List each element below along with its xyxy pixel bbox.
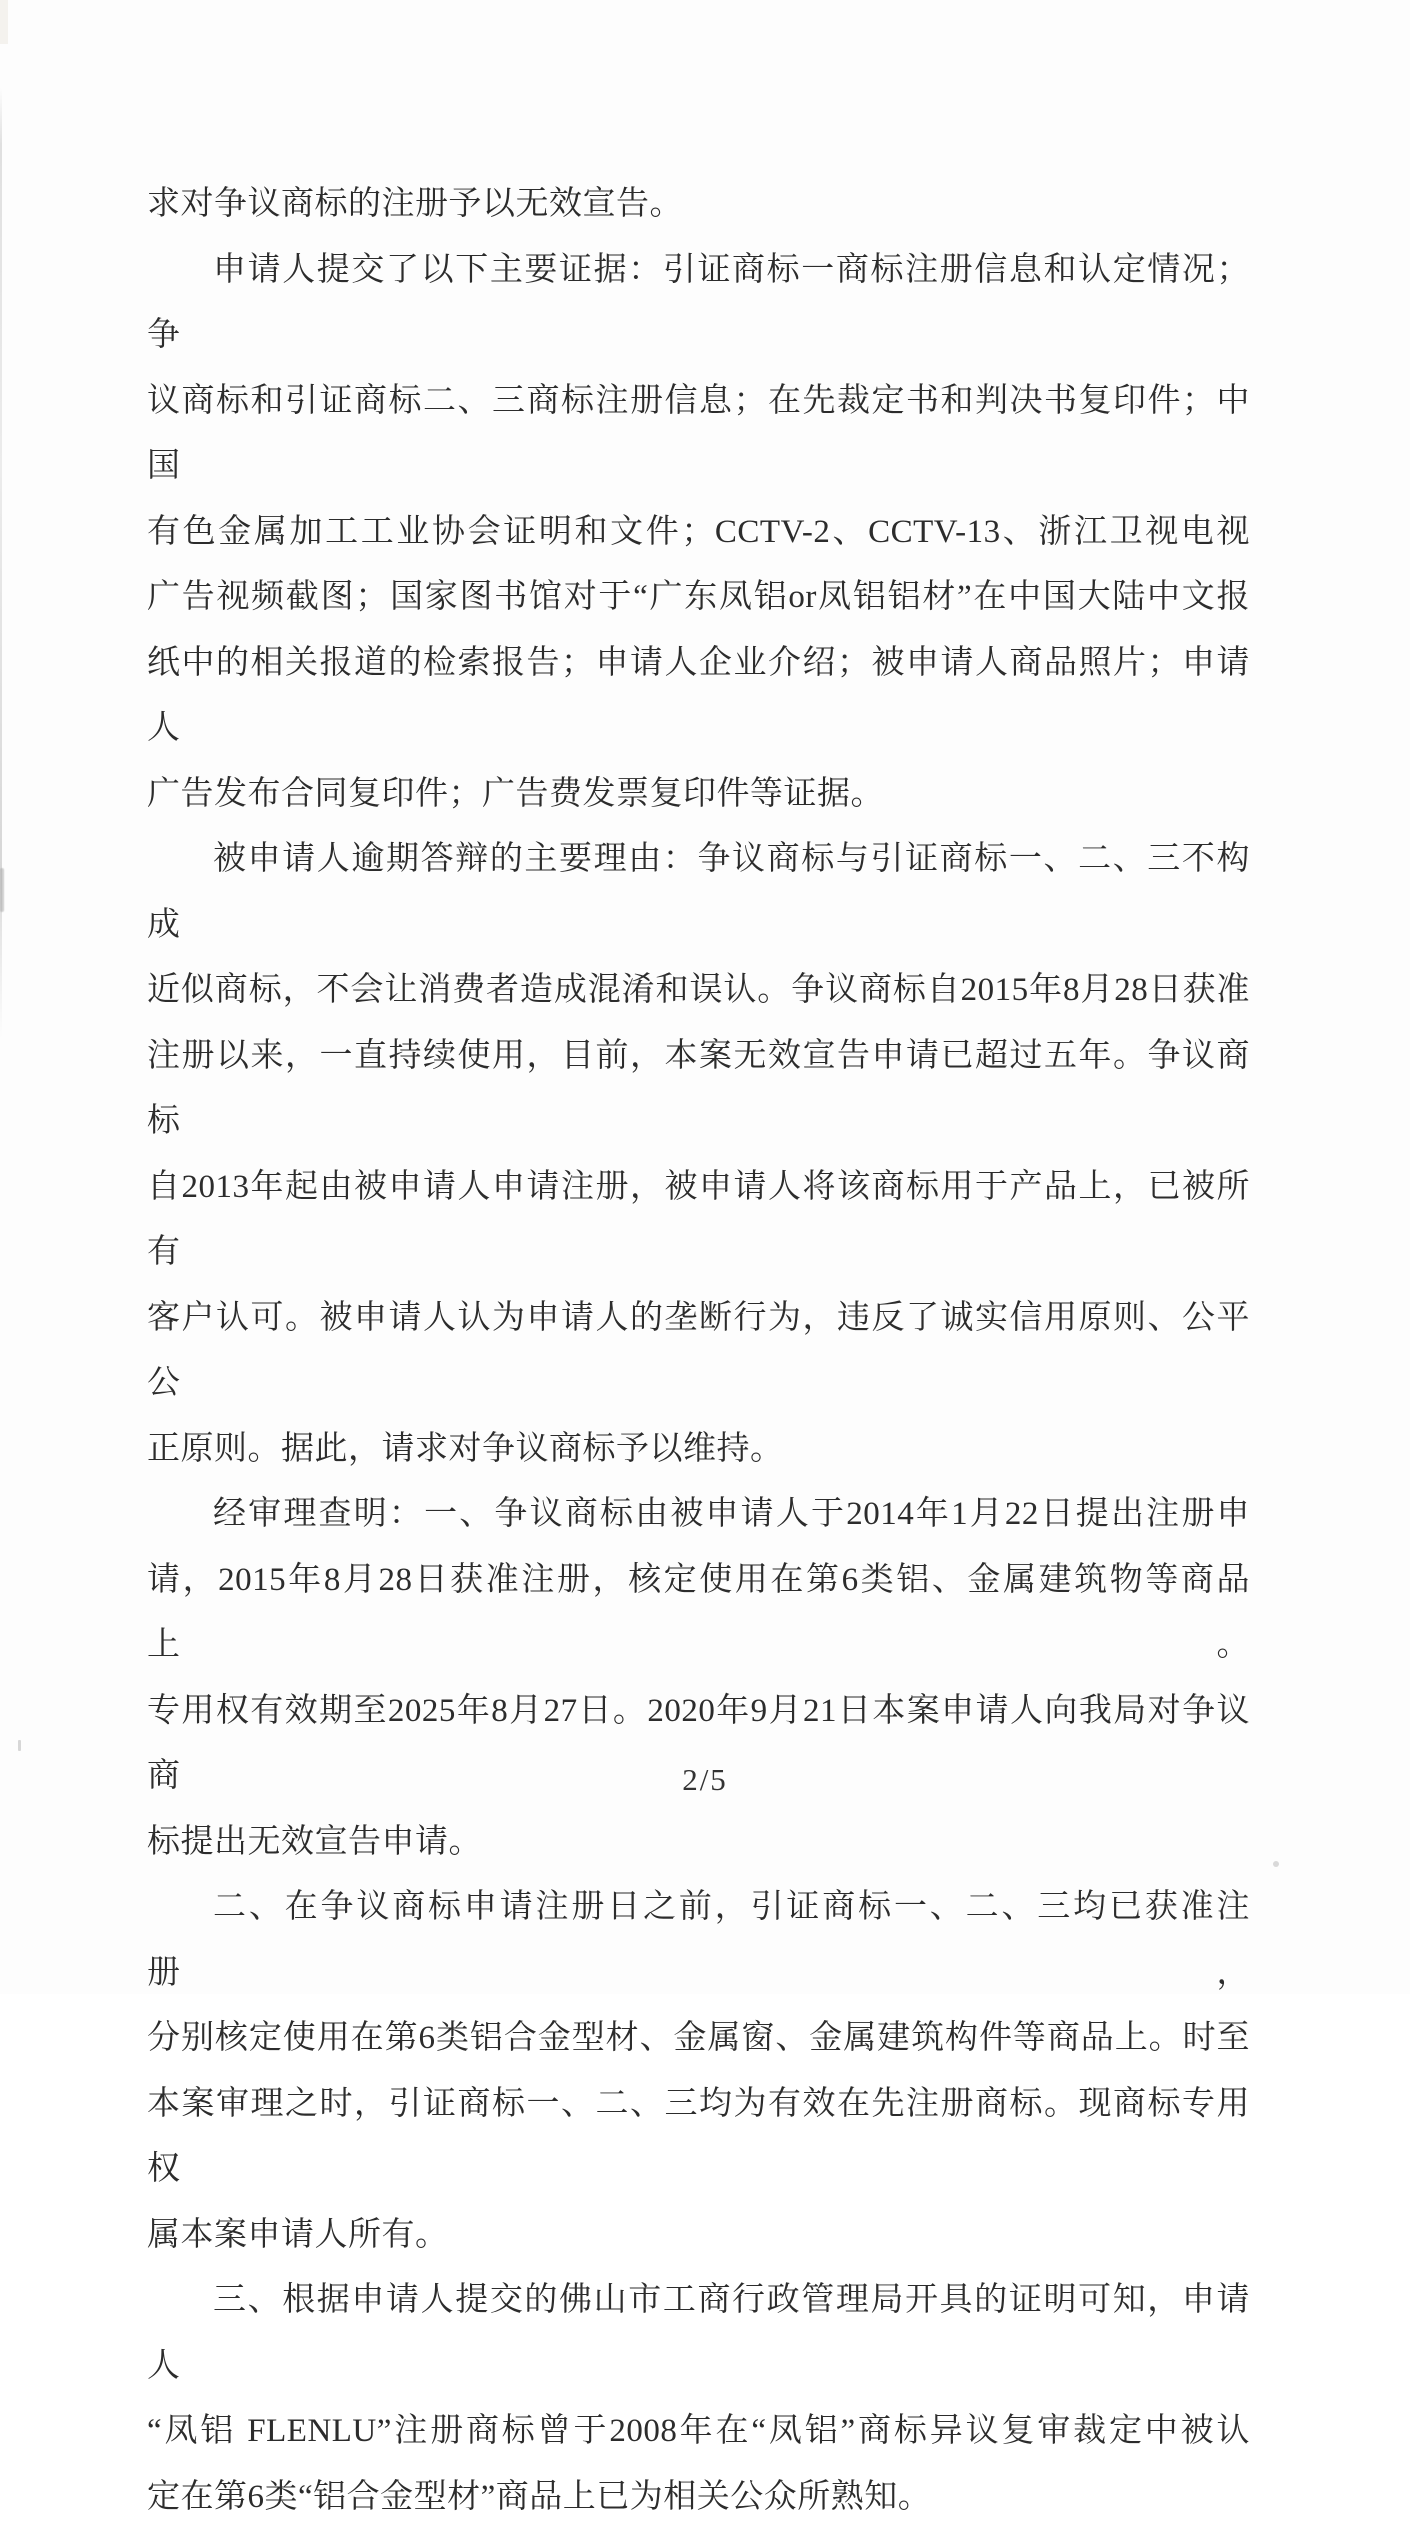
text-line: 自2013年起由被申请人申请注册，被申请人将该商标用于产品上，已被所有 [147,1155,1250,1286]
text-line: 被申请人逾期答辩的主要理由：争议商标与引证商标一、二、三不构成 [147,827,1250,958]
document-body-text [147,172,1250,2530]
text-line: 注册以来，一直持续使用，目前，本案无效宣告申请已超过五年。争议商标 [147,1024,1250,1155]
text-line: 专用权有效期至2025年8月27日。2020年9月21日本案申请人向我局对争议商 [147,1679,1250,1810]
text-line: 请，2015年8月28日获准注册，核定使用在第6类铝、金属建筑物等商品上。 [147,1548,1250,1679]
text-line: 经审理查明：一、争议商标由被申请人于2014年1月22日提出注册申 [147,1482,1250,1548]
paragraph-findings-item-3 [147,2268,1250,2530]
text-line: 本案审理之时，引证商标一、二、三均为有效在先注册商标。现商标专用权 [147,2072,1250,2203]
text-line: 纸中的相关报道的检索报告；申请人企业介绍；被申请人商品照片；申请人 [147,631,1250,762]
text-line: 标提出无效宣告申请。 [147,1810,1250,1876]
text-line: 客户认可。被申请人认为申请人的垄断行为，违反了诚实信用原则、公平公 [147,1286,1250,1417]
text-line: 属本案申请人所有。 [147,2203,1250,2269]
scan-artifact-small-mark [18,1740,21,1751]
paragraph-findings-item-1 [147,1482,1250,1875]
text-line: “凤铝 FLENLU”注册商标曾于2008年在“凤铝”商标异议复审裁定中被认 [147,2399,1250,2465]
text-line: 广告发布合同复印件；广告费发票复印件等证据。 [147,762,1250,828]
scan-artifact-left-edge-tick [0,868,4,912]
text-line: 广告视频截图；国家图书馆对于“广东凤铝or凤铝铝材”在中国大陆中文报 [147,565,1250,631]
text-line: 二、在争议商标申请注册日之前，引证商标一、二、三均已获准注册， [147,1875,1250,2006]
text-line: 议商标和引证商标二、三商标注册信息；在先裁定书和判决书复印件；中国 [147,369,1250,500]
paragraph-respondent-defense [147,827,1250,1482]
text-line: 正原则。据此，请求对争议商标予以维持。 [147,1417,1250,1483]
page-number: 2/5 [0,1762,1410,1798]
text-line: 定在第6类“铝合金型材”商品上已为相关公众所熟知。 [147,2465,1250,2530]
text-line: 三、根据申请人提交的佛山市工商行政管理局开具的证明可知，申请人 [147,2268,1250,2399]
paragraph-applicant-evidence [147,238,1250,828]
paragraph-continuation [147,172,1250,238]
text-line: 有色金属加工工业协会证明和文件；CCTV-2、CCTV-13、浙江卫视电视 [147,500,1250,566]
paragraph-findings-item-2 [147,1875,1250,2268]
text-line: 分别核定使用在第6类铝合金型材、金属窗、金属建筑构件等商品上。时至 [147,2006,1250,2072]
text-line: 求对争议商标的注册予以无效宣告。 [147,172,1250,238]
text-line: 申请人提交了以下主要证据：引证商标一商标注册信息和认定情况；争 [147,238,1250,369]
scan-artifact-dot [1273,1861,1279,1867]
scan-corner-smudge [0,0,8,44]
text-line: 近似商标，不会让消费者造成混淆和误认。争议商标自2015年8月28日获准 [147,958,1250,1024]
